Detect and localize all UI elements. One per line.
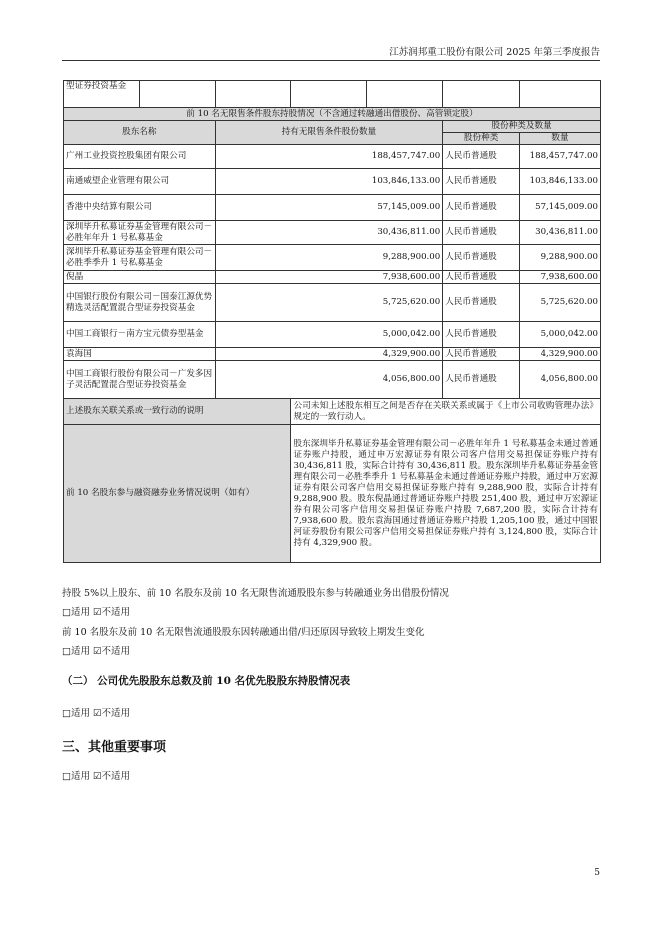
col-header-amount: 数量 bbox=[520, 133, 601, 145]
lending-note: 持股 5%以上股东、前 10 名股东及前 10 名无限售流通股股东参与转融通业务出借股份情况 bbox=[62, 588, 449, 599]
share-amount: 4,056,800.00 bbox=[520, 361, 601, 399]
col-header-holder: 股东名称 bbox=[64, 121, 216, 145]
table-row bbox=[64, 145, 601, 169]
continued-cell: 型证券投资基金 bbox=[64, 81, 140, 108]
col-header-type-group: 股份种类及数量 bbox=[443, 121, 601, 133]
holder-qty: 5,000,042.00 bbox=[215, 322, 443, 348]
relation-label: 上述股东关联关系或一致行动的说明 bbox=[64, 399, 291, 425]
empty-cell bbox=[139, 81, 215, 108]
table-row-continued bbox=[64, 81, 601, 108]
table-row bbox=[64, 271, 601, 284]
relation-row bbox=[64, 399, 601, 425]
empty-cell bbox=[443, 81, 520, 108]
share-type: 人民币普通股 bbox=[443, 245, 520, 271]
holder-qty: 103,846,133.00 bbox=[215, 169, 443, 195]
table-row bbox=[64, 245, 601, 271]
share-amount: 57,145,009.00 bbox=[520, 195, 601, 221]
margin-trading-label: 前 10 名股东参与融资融券业务情况说明（如有） bbox=[64, 425, 291, 563]
header-divider bbox=[62, 60, 600, 61]
holder-qty: 4,056,800.00 bbox=[215, 361, 443, 399]
empty-cell bbox=[520, 81, 601, 108]
holder-name: 中国银行股份有限公司－国泰江源优势精选灵活配置混合型证券投资基金 bbox=[64, 284, 216, 322]
applicable-status: □适用 ☑不适用 bbox=[62, 708, 131, 719]
table-row bbox=[64, 348, 601, 361]
page-number: 5 bbox=[594, 868, 600, 878]
share-type: 人民币普通股 bbox=[443, 195, 520, 221]
holder-name: 中国工商银行－南方宝元债券型基金 bbox=[64, 322, 216, 348]
margin-trading-row bbox=[64, 425, 601, 563]
holder-qty: 188,457,747.00 bbox=[215, 145, 443, 169]
share-type: 人民币普通股 bbox=[443, 322, 520, 348]
empty-cell bbox=[215, 81, 291, 108]
holder-qty: 7,938,600.00 bbox=[215, 271, 443, 284]
change-note: 前 10 名股东及前 10 名无限售流通股股东因转融通出借/归还原因导致较上期发生变化 bbox=[62, 627, 425, 638]
share-amount: 30,436,811.00 bbox=[520, 221, 601, 245]
holder-name: 中国工商银行股份有限公司－广发多因子灵活配置混合型证券投资基金 bbox=[64, 361, 216, 399]
share-amount: 5,000,042.00 bbox=[520, 322, 601, 348]
empty-cell bbox=[367, 81, 443, 108]
preferred-shares-heading: （二） 公司优先股股东总数及前 10 名优先股股东持股情况表 bbox=[62, 675, 351, 687]
holder-qty: 57,145,009.00 bbox=[215, 195, 443, 221]
share-amount: 103,846,133.00 bbox=[520, 169, 601, 195]
share-amount: 5,725,620.00 bbox=[520, 284, 601, 322]
share-type: 人民币普通股 bbox=[443, 284, 520, 322]
holder-name: 倪晶 bbox=[64, 271, 216, 284]
applicable-status: □适用 ☑不适用 bbox=[62, 771, 131, 782]
share-type: 人民币普通股 bbox=[443, 361, 520, 399]
share-type: 人民币普通股 bbox=[443, 169, 520, 195]
holder-qty: 5,725,620.00 bbox=[215, 284, 443, 322]
holder-qty: 9,288,900.00 bbox=[215, 245, 443, 271]
col-header-qty: 持有无限售条件股份数量 bbox=[215, 121, 443, 145]
share-amount: 9,288,900.00 bbox=[520, 245, 601, 271]
top10-unrestricted-holders-table bbox=[63, 80, 601, 563]
section-title: 前 10 名无限售条件股东持股情况（不含通过转融通出借股份、高管锁定股） bbox=[64, 108, 601, 121]
section-heading-other-matters: 三、其他重要事项 bbox=[62, 740, 167, 755]
share-type: 人民币普通股 bbox=[443, 221, 520, 245]
table-row bbox=[64, 221, 601, 245]
table-row bbox=[64, 195, 601, 221]
relation-text: 公司未知上述股东相互之间是否存在关联关系或属于《上市公司收购管理办法》规定的一致行动人。 bbox=[291, 399, 601, 425]
holder-name: 南通威望企业管理有限公司 bbox=[64, 169, 216, 195]
holder-name: 深圳毕升私募证券基金管理有限公司－必胜年年升 1 号私募基金 bbox=[64, 221, 216, 245]
report-header: 江苏润邦重工股份有限公司 2025 年第三季度报告 bbox=[389, 47, 600, 58]
holder-qty: 4,329,900.00 bbox=[215, 348, 443, 361]
margin-trading-text: 股东深圳毕升私募证券基金管理有限公司－必胜年年升 1 号私募基金未通过普通证券账户持股，通过申万宏源证券有限公司客户信用交易担保证券账户持有 30,436,811 股，实际合计持有 30,436,811 股。股东深圳毕升私募证券基金管理有限公司－必胜季季升 1 号私募基金未通过普通证券账户持股，通过申万宏源证券有限公司客户信用交易担保证券账户持有 9,288,900 股，实际合计持有 9,288,900 股。股东倪晶通过普通证券账户持股 251,400 股，通过申万宏源证券有限公司客户信用交易担保证券账户持股 7,687,200 股，实际合计持有 7,938,600 股。股东袁海国通过普通证券账户持股 1,205,100 股，通过中国银河证券股份有限公司客户信用交易担保证券账户持有 3,124,800 股，实际合计持有 4,329,900 股。 bbox=[291, 425, 601, 563]
holder-name: 香港中央结算有限公司 bbox=[64, 195, 216, 221]
share-type: 人民币普通股 bbox=[443, 145, 520, 169]
share-type: 人民币普通股 bbox=[443, 271, 520, 284]
holder-name: 深圳毕升私募证券基金管理有限公司－必胜季季升 1 号私募基金 bbox=[64, 245, 216, 271]
table-row bbox=[64, 322, 601, 348]
holder-name: 广州工业投资控股集团有限公司 bbox=[64, 145, 216, 169]
holder-name: 袁海国 bbox=[64, 348, 216, 361]
col-header-type: 股份种类 bbox=[443, 133, 520, 145]
share-type: 人民币普通股 bbox=[443, 348, 520, 361]
share-amount: 188,457,747.00 bbox=[520, 145, 601, 169]
table-row bbox=[64, 361, 601, 399]
table-row bbox=[64, 169, 601, 195]
table-row bbox=[64, 284, 601, 322]
share-amount: 7,938,600.00 bbox=[520, 271, 601, 284]
holder-qty: 30,436,811.00 bbox=[215, 221, 443, 245]
share-amount: 4,329,900.00 bbox=[520, 348, 601, 361]
applicable-status: □适用 ☑不适用 bbox=[62, 646, 131, 657]
applicable-status: □适用 ☑不适用 bbox=[62, 607, 131, 618]
empty-cell bbox=[291, 81, 367, 108]
